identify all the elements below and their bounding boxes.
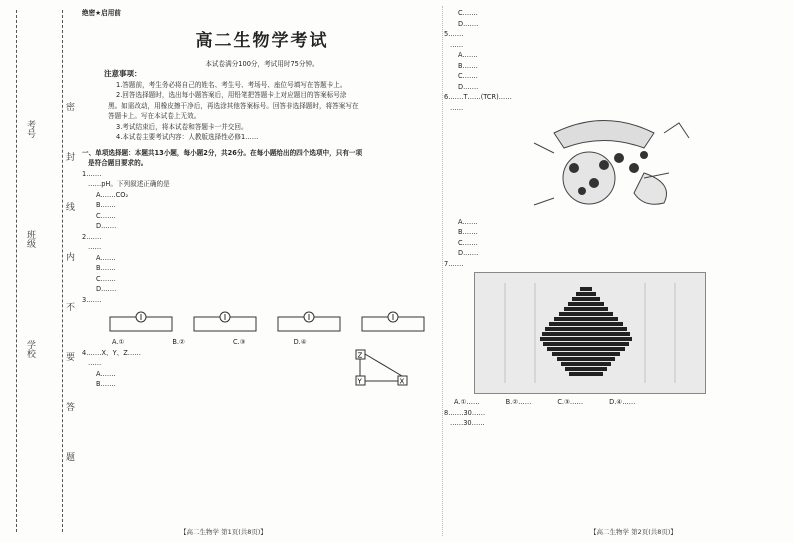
q1-option-a: A.……CO₂ <box>96 190 129 199</box>
q5-option-a: A.…… <box>458 51 478 59</box>
q7-stem: 7.…… <box>444 259 464 268</box>
circuit-figure-b <box>190 309 260 335</box>
q7-option-row <box>454 397 790 408</box>
q7-option-c: C.③…… <box>557 398 584 406</box>
q5-option-c: C.…… <box>458 72 478 80</box>
notice-line: 答题卡上。写在本试卷上无效。 <box>108 112 201 120</box>
circuit-figure-d <box>358 309 428 335</box>
section-1-heading-cont: 是符合题目要求的。 <box>88 159 148 167</box>
q4-node-x: X <box>399 377 405 385</box>
q1-option-d: D.…… <box>96 222 117 230</box>
q2-option-b: B.…… <box>96 264 116 272</box>
q5-stem: 5.…… <box>444 30 464 38</box>
circuit-figure-c <box>274 309 344 335</box>
secret-mark: 绝密★启用前 <box>82 9 121 17</box>
q7-option-d: D.④…… <box>609 398 636 406</box>
q4-xyz-diagram <box>352 348 412 388</box>
right-column <box>444 8 790 429</box>
notice-heading: 注意事项： <box>104 69 142 78</box>
q4-block <box>82 348 442 390</box>
seal-char-6: 要 <box>66 353 76 363</box>
q2-option-d: D.…… <box>96 285 117 293</box>
q2-option-a: A.…… <box>96 253 116 262</box>
q6-option-a: A.…… <box>458 217 478 226</box>
q2-stem: …… <box>88 243 102 251</box>
binding-line-inner <box>62 10 63 532</box>
q2-stem: 2.…… <box>82 232 102 241</box>
q4-option-b: B.…… <box>96 380 116 388</box>
q8-stem: ……30…… <box>450 419 485 427</box>
seal-char-7: 答 <box>66 403 76 413</box>
section-1-heading: 一、单项选择题：本题共13小题，每小题2分，共26分。在每小题给出的四个选项中，只有一项 <box>82 148 363 157</box>
left-page-footer: 【高二生物学 第1页(共8页)】 <box>180 528 267 536</box>
q6-option-d: D.…… <box>458 249 479 257</box>
q2-option-c: C.…… <box>96 274 116 283</box>
notice-line: 黑。如需改动，用橡皮擦干净后，再选涂其他答案标号。回答非选择题时，将答案写在 <box>108 101 359 110</box>
q7-option-b: B.②…… <box>505 398 532 406</box>
q4-option-d: D.…… <box>458 19 479 28</box>
q3-option-c: C.③ <box>232 338 246 346</box>
q4-stem: …… <box>88 359 102 367</box>
q4-node-z: Z <box>357 351 363 359</box>
q4-option-c: C.…… <box>458 9 478 17</box>
q3-option-d: D.④ <box>293 338 307 346</box>
exam-subtitle: 本试卷满分100分，考试用时75分钟。 <box>205 59 319 68</box>
column-divider <box>442 6 443 536</box>
binding-label-xuexiao: 学校 <box>25 340 35 358</box>
q4-option-a: A.…… <box>96 369 116 378</box>
q5-option-b: B.…… <box>458 61 478 70</box>
seal-char-5: 不 <box>66 303 76 313</box>
q4-node-y: Y <box>357 377 362 385</box>
binding-margin <box>0 0 78 542</box>
q6-cell-diagram <box>494 113 714 213</box>
q5-stem: …… <box>450 40 464 49</box>
seal-char-8: 题 <box>66 453 76 463</box>
right-page-footer: 【高二生物学 第2页(共8页)】 <box>590 528 677 536</box>
q3-option-labels <box>112 337 442 348</box>
q6-option-b: B.…… <box>458 228 478 236</box>
left-column <box>82 8 442 390</box>
q6-stem: …… <box>450 103 464 112</box>
binding-line-outer <box>16 10 17 532</box>
q1-option-b: B.…… <box>96 201 116 209</box>
circuit-figure-a <box>106 309 176 335</box>
q1-stem: 1.…… <box>82 169 102 178</box>
notice-line: 2.回答选择题时，选出每小题答案后，用铅笔把答题卡上对应题目的答案标号涂 <box>116 91 347 99</box>
seal-char-4: 内 <box>66 253 76 263</box>
exam-title: 高二生物学考试 <box>195 30 329 51</box>
q1-stem: ……pH。下列叙述正确的是 <box>88 180 170 188</box>
seal-char-3: 线 <box>66 203 76 213</box>
seal-char-2: 封 <box>66 153 76 163</box>
notice-line: 3.考试结束后，将本试卷和答题卡一并交回。 <box>116 122 248 131</box>
q3-stem: 3.…… <box>82 295 102 304</box>
binding-label-kaohao: 考号 <box>25 120 35 138</box>
pyramid-graphic <box>475 273 705 393</box>
q7-option-a: A.①…… <box>454 398 480 406</box>
q7-population-pyramid <box>474 272 706 394</box>
q5-option-d: D.…… <box>458 82 479 91</box>
seal-char-1: 密 <box>66 103 76 113</box>
q1-option-c: C.…… <box>96 211 116 220</box>
q3-circuit-figures <box>106 309 442 335</box>
q6-option-c: C.…… <box>458 238 478 247</box>
q6-stem: 6.……T……(TCR)…… <box>444 93 512 101</box>
q8-stem: 8.……30…… <box>444 408 486 417</box>
binding-label-banji: 班级 <box>25 230 35 248</box>
q3-option-b: B.② <box>172 338 185 346</box>
q4-stem: 4.……X、Y、Z…… <box>82 348 141 357</box>
notice-line: 4.本试卷主要考试内容：人教版选择性必修1…… <box>116 133 259 141</box>
q4-text <box>82 348 352 390</box>
q3-option-a: A.① <box>112 338 125 346</box>
notice-line: 1.答题前，考生务必将自己的姓名、考生号、考场号、座位号填写在答题卡上。 <box>116 80 347 89</box>
